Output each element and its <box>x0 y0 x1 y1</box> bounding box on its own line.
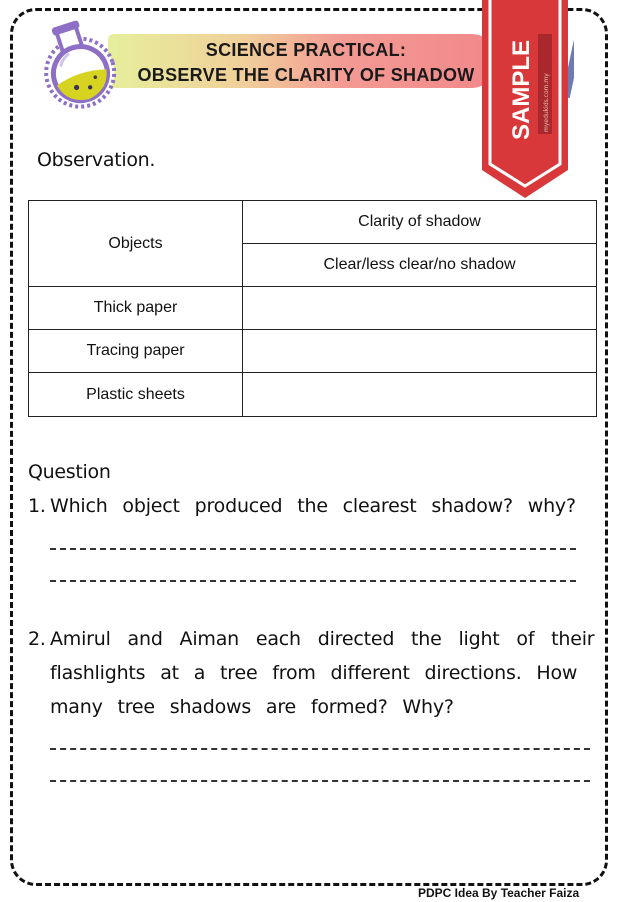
sample-ribbon <box>476 0 574 200</box>
row-object: Thick paper <box>29 287 243 330</box>
question-2-line-3: many tree shadows are formed? Why? <box>50 696 454 718</box>
header-clarity: Clarity of shadow <box>243 201 597 244</box>
question-2-line-1: Amirul and Aiman each directed the light of their <box>50 628 595 650</box>
row-object: Tracing paper <box>29 330 243 373</box>
observation-table <box>28 200 597 417</box>
table-row <box>29 330 597 373</box>
title-line-2: OBSERVE THE CLARITY OF SHADOW <box>137 65 475 85</box>
row-answer-cell[interactable] <box>243 373 597 417</box>
footer-credit: PDPC Idea By Teacher Faiza <box>418 886 580 900</box>
ribbon-label: SAMPLE <box>508 39 535 140</box>
header-options: Clear/less clear/no shadow <box>243 244 597 287</box>
answer-line[interactable] <box>50 580 576 582</box>
ribbon-side-text: myedukids.com.my <box>543 73 550 132</box>
table-row <box>29 287 597 330</box>
row-object: Plastic sheets <box>29 373 243 417</box>
table-row <box>29 373 597 417</box>
header-objects: Objects <box>29 201 243 287</box>
title-line-1: SCIENCE PRACTICAL: <box>205 40 407 60</box>
observation-title: Observation. <box>37 149 156 171</box>
question-2-line-2: flashlights at a tree from different directions. How <box>50 662 578 684</box>
flask-icon <box>36 18 120 110</box>
question-1-text: Which object produced the clearest shadow? why? <box>50 495 576 517</box>
answer-line[interactable] <box>50 748 590 750</box>
row-answer-cell[interactable] <box>243 287 597 330</box>
question-2-number: 2. <box>28 628 46 650</box>
answer-line[interactable] <box>50 780 590 782</box>
answer-line[interactable] <box>50 548 576 550</box>
row-answer-cell[interactable] <box>243 330 597 373</box>
question-title: Question <box>28 461 111 483</box>
question-1-number: 1. <box>28 495 46 517</box>
